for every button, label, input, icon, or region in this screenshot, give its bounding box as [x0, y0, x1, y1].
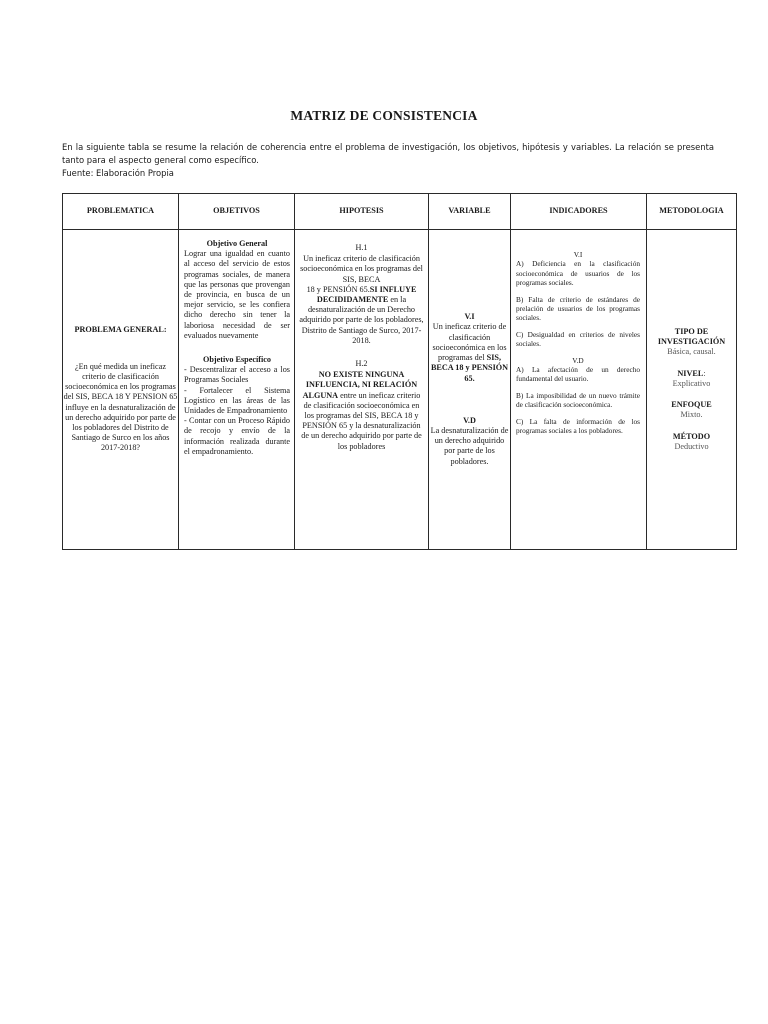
consistency-matrix-table: [62, 193, 737, 550]
specific-objective-title: Objetivo Específico: [203, 355, 271, 365]
independent-variable-id: V.I: [464, 312, 475, 322]
header-hipotesis: HIPOTESIS: [295, 194, 429, 230]
research-type-value: Básica, causal.: [667, 347, 716, 357]
problem-general-label: PROBLEMA GENERAL:: [74, 325, 167, 335]
methodology-cell: [647, 230, 737, 550]
specific-objective-item: - Fortalecer el Sistema Logístico en las áreas de las Unidades de Empadronamiento: [184, 385, 290, 416]
general-objective-title: Objetivo General: [206, 239, 268, 248]
header-metodologia: METODOLOGIA: [647, 194, 737, 230]
research-method: [647, 432, 736, 452]
table-header-row: [63, 194, 737, 230]
research-approach-value: Mixto.: [680, 410, 703, 420]
indicator-item: B) Falta de criterio de estándares de prelación de usuarios de los programas sociales.: [516, 294, 640, 323]
problem-question: ¿En qué medida un ineficaz criterio de clasificación socioeconómica en los programas del SIS, BECA 18 Y PENSION 65 influye en la desnaturalización de un derecho adquirido por parte de los pobladores del Distrito de Santiago de Surco en los años 2017-2018?: [63, 361, 178, 453]
page-title: MATRIZ DE CONSISTENCIA: [290, 108, 478, 123]
independent-variable-emphasis: SIS, BECA 18 y PENSIÓN 65.: [430, 353, 509, 383]
hypothesis-1: [299, 243, 424, 346]
objectives-cell: [179, 230, 295, 550]
research-level-value: Explicativo: [672, 378, 711, 388]
indicator-item: C) La falta de información de los programas sociales a los pobladores.: [516, 416, 640, 436]
problem-cell: [63, 230, 179, 550]
research-method-label: MÉTODO: [672, 431, 711, 441]
indicator-item: B) La imposibilidad de un nuevo trámite de clasificación socioeconómica.: [516, 390, 640, 410]
research-type: [647, 327, 736, 358]
hypothesis-1-text-c: en la desnaturalización de un Derecho adquirido por parte de los pobladores, Distrito de Santiago de Surco, 2017-2018.: [299, 295, 424, 345]
table-row: [63, 230, 737, 550]
hypothesis-2: [299, 359, 424, 452]
indicators-vd-head: V.D: [572, 355, 584, 365]
general-objective-text: Lograr una igualdad en cuanto al acceso del servicio de estos programas sociales, de manera que las personas que provengan de provincia, en busca de un mejor servicio, se les confiera dicho derecho sin tener la laboriosa necesidad de ser evaluados nuevamente: [184, 249, 290, 340]
research-method-value: Deductivo: [674, 441, 709, 451]
general-objective-block: [184, 239, 290, 341]
hypothesis-1-id: H.1: [355, 243, 368, 252]
hypothesis-2-text: entre un ineficaz criterio de clasificación socioeconómica en los programas del SIS, BECA 18 y PENSIÓN 65 y la desnaturalización de un derecho adquirido por parte de los pobladores: [301, 390, 422, 451]
research-approach-label: ENFOQUE: [671, 400, 712, 410]
specific-objective-item: - Contar con un Proceso Rápido de recojo y envío de la información realizada durante el empadronamiento.: [184, 416, 290, 456]
independent-variable-text: Un ineficaz criterio de clasificación socioeconómica en los programas del: [432, 322, 507, 363]
source-note: Fuente: Elaboración Propia: [62, 168, 174, 179]
indicators-cell: [511, 230, 647, 550]
hypothesis-1-emphasis: SI INFLUYE DECIDIDAMENTE: [316, 284, 417, 305]
dependent-variable: [429, 416, 510, 467]
independent-variable: [429, 312, 510, 383]
indicator-item: A) La afectación de un derecho fundamental del usuario.: [516, 365, 640, 384]
header-objetivos: OBJETIVOS: [179, 194, 295, 230]
indicator-item: A) Deficiencia en la clasificación socioeconómica de usuarios de los programas sociales.: [516, 259, 640, 288]
header-variable: VARIABLE: [429, 194, 511, 230]
intro-text: [62, 141, 714, 181]
research-approach: [647, 400, 736, 420]
research-level: [647, 369, 736, 389]
research-type-label: TIPO DE INVESTIGACIÓN: [657, 327, 726, 347]
hypothesis-1-text-a: Un ineficaz criterio de clasificación socioeconómica en los programas del SIS, BECA: [300, 254, 423, 284]
dependent-variable-id: V.D: [463, 415, 476, 425]
header-problematica: PROBLEMATICA: [63, 194, 179, 230]
hypothesis-2-emphasis: NO EXISTE NINGUNA INFLUENCIA, NI RELACIÓN ALGUNA: [302, 370, 418, 400]
research-level-label: NIVEL: [677, 368, 704, 378]
intro-paragraph: En la siguiente tabla se resume la relación de coherencia entre el problema de investigación, los objetivos, hipótesis y variables. La relación se presenta tanto para el aspecto general como específico.: [62, 142, 714, 166]
indicator-item: C) Desigualdad en criterios de niveles sociales.: [516, 329, 640, 349]
hypothesis-1-text-b: 18 y PENSIÓN 65.: [306, 284, 370, 294]
variable-cell: [429, 230, 511, 550]
specific-objective-item: - Descentralizar el acceso a los Programas Sociales: [184, 365, 290, 385]
specific-objective-block: [184, 355, 290, 457]
header-indicadores: INDICADORES: [511, 194, 647, 230]
hypotheses-cell: [295, 230, 429, 550]
dependent-variable-text: La desnaturalización de un derecho adquirido por parte de los pobladores.: [430, 425, 509, 466]
indicators-vi-head: V.I: [573, 250, 583, 259]
hypothesis-2-id: H.2: [355, 359, 368, 369]
research-level-colon: :: [703, 368, 706, 378]
